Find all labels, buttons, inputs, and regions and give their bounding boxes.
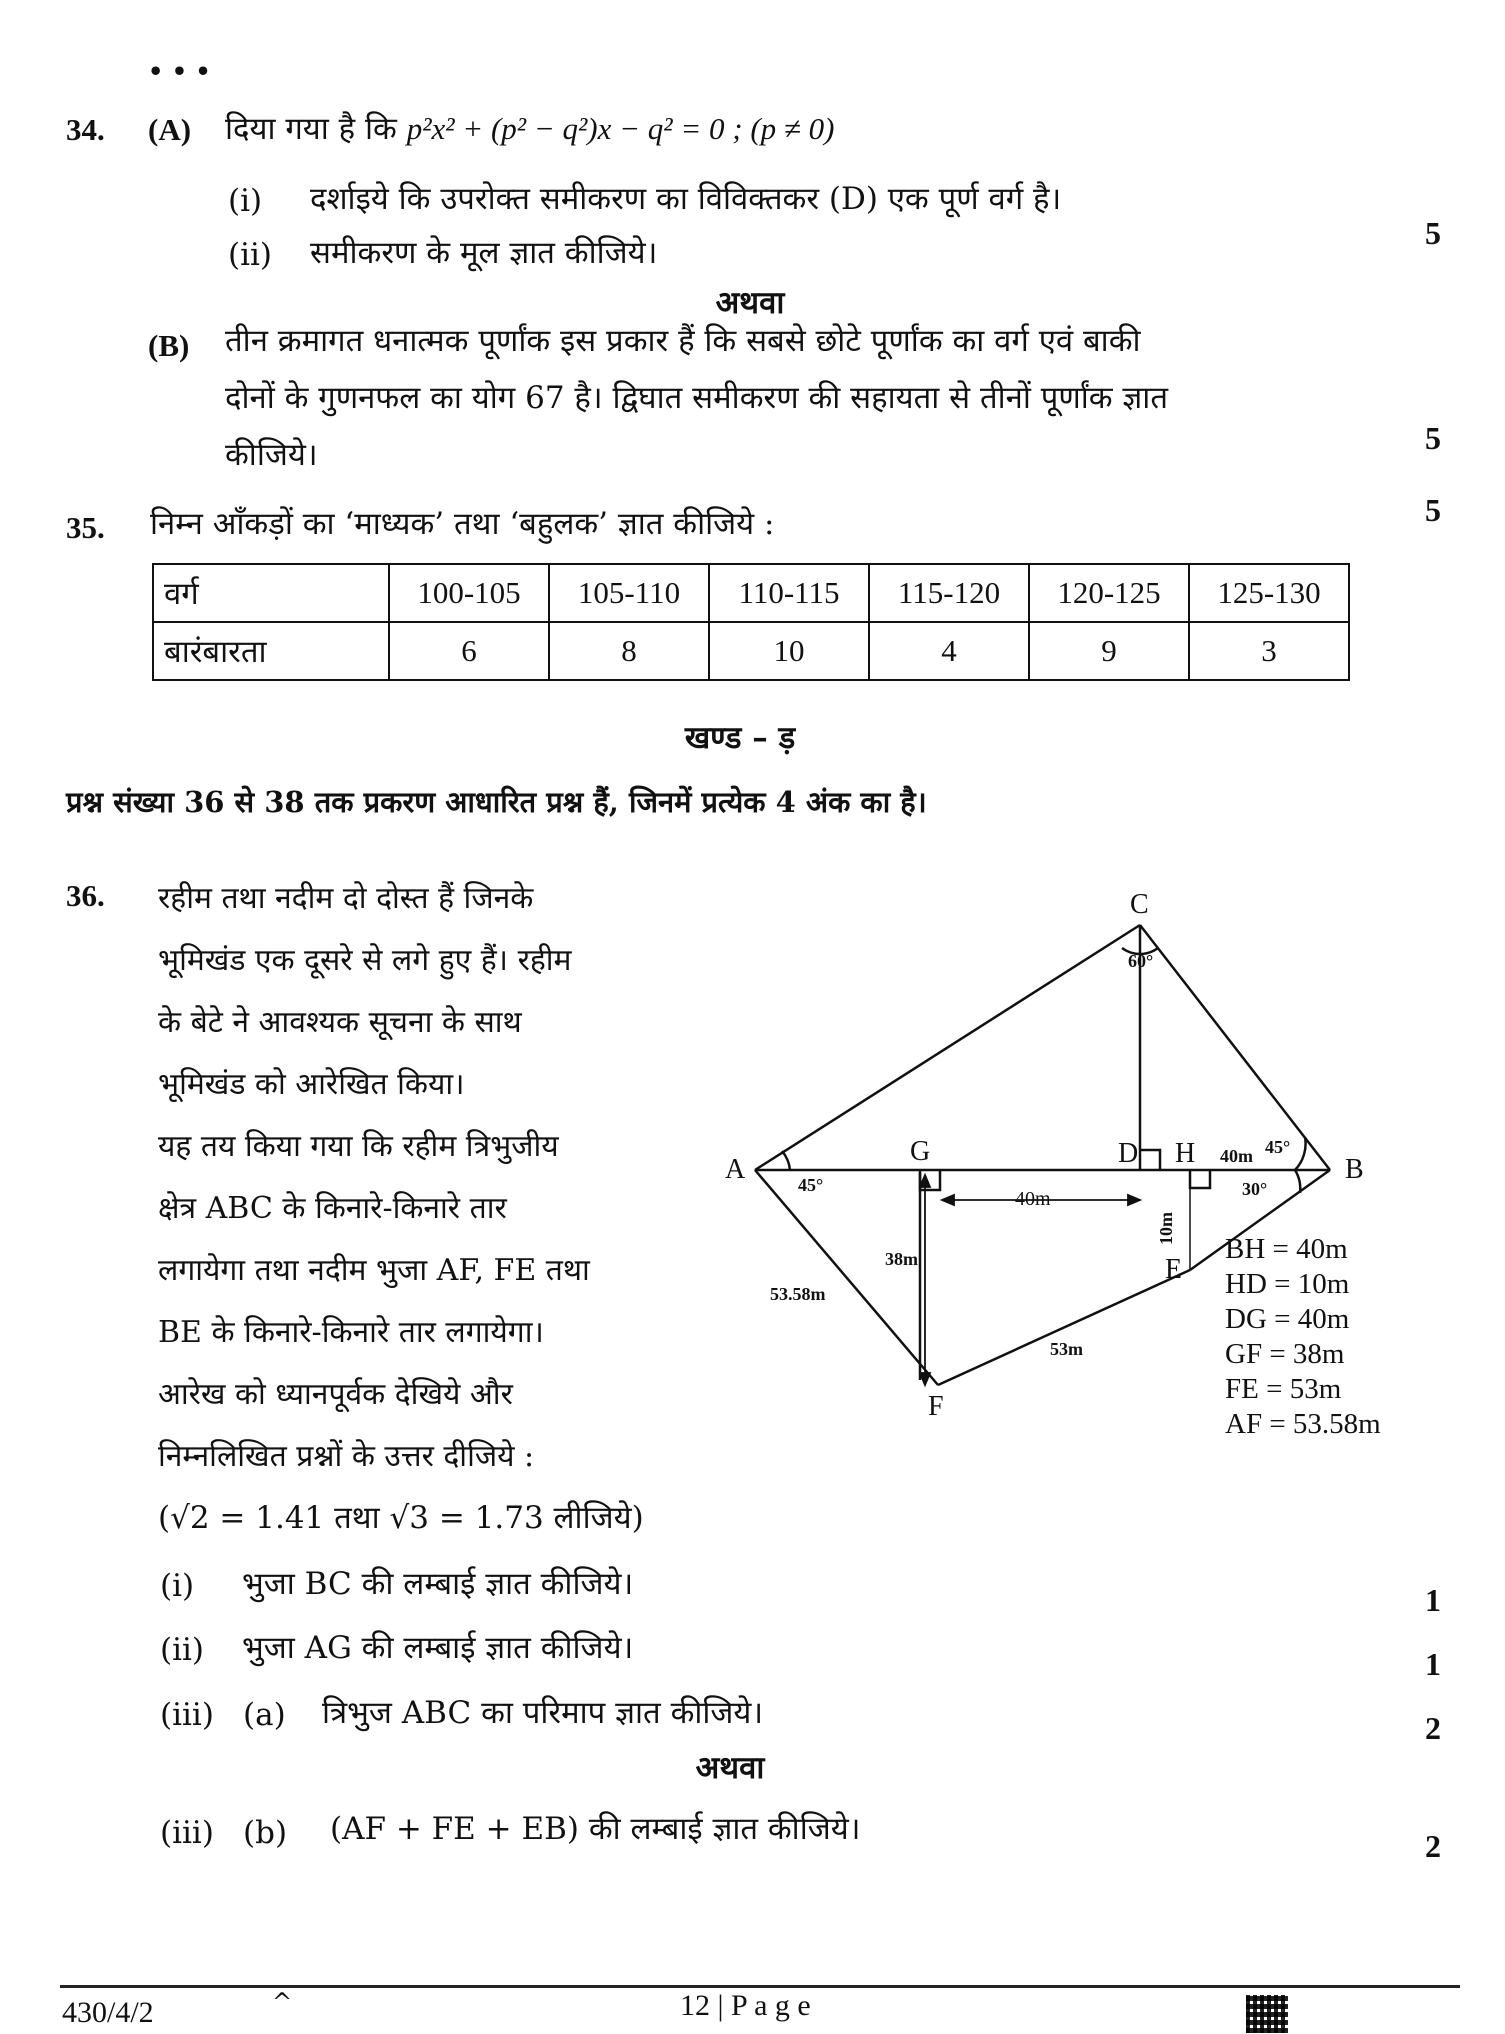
table-cell-class: 120-125: [1029, 564, 1189, 622]
q36-iii-b-label: (b): [243, 1815, 288, 1851]
measure-fe-label: 53m: [1050, 1339, 1083, 1359]
q34-equation: p²x² + (p² − q²)x − q² = 0 ; (p ≠ 0): [406, 111, 835, 146]
top-dots: • • •: [148, 57, 211, 86]
table-cell-class: 110-115: [709, 564, 869, 622]
table-cell-class: 125-130: [1189, 564, 1349, 622]
question-34-number: 34.: [66, 112, 105, 147]
q35-text: निम्न आँकड़ों का ‘माध्यक’ तथा ‘बहुलक’ ज्ञात कीजिये :: [150, 506, 775, 542]
measure-af-label: 53.58m: [770, 1284, 826, 1304]
q34-a-mark: 5: [1425, 215, 1441, 251]
q36-iii-b-mark: 2: [1425, 1828, 1441, 1864]
q34-part-b-line1: तीन क्रमागत धनात्मक पूर्णांक इस प्रकार हैं कि सबसे छोटे पूर्णांक का वर्ग एवं बाकी: [225, 323, 1141, 359]
table-cell-frequency: 3: [1189, 622, 1349, 680]
given-item: FE = 53m: [1225, 1373, 1342, 1405]
q34-part-b-label: (B): [148, 328, 190, 363]
table-cell-class: 115-120: [869, 564, 1029, 622]
frequency-table: [152, 563, 1350, 681]
q36-or: अथवा: [695, 1750, 765, 1786]
table-cell-frequency: 8: [549, 622, 709, 680]
measure-hb-label: 40m: [1220, 1146, 1253, 1166]
page-number: 12 | P a g e: [680, 1989, 811, 2022]
arrow-head: [920, 1175, 930, 1187]
q36-passage-line: रहीम तथा नदीम दो दोस्त हैं जिनके: [158, 881, 534, 916]
given-measurements: [1225, 1232, 1381, 1442]
q36-passage-line: यह तय किया गया कि रहीम त्रिभुजीय: [158, 1129, 559, 1164]
table-cell-frequency: 4: [869, 622, 1029, 680]
point-e-label: E: [1165, 1254, 1183, 1285]
q36-passage-line: क्षेत्र ABC के किनारे-किनारे तार: [158, 1191, 507, 1226]
side-ac: [755, 925, 1140, 1170]
right-angle-mark: [1190, 1170, 1210, 1188]
qr-code-icon: [1246, 1995, 1288, 2033]
table-cell-class: 100-105: [389, 564, 549, 622]
q36-ii-label: (ii): [160, 1632, 205, 1668]
table-header-class: वर्ग: [153, 564, 389, 622]
angle-c-label: 60°: [1128, 951, 1154, 971]
q34-part-a-text: [225, 110, 834, 148]
paper-code: 430/4/2: [62, 1996, 154, 2029]
q36-passage-line: भूमिखंड को आरेखित किया।: [158, 1067, 465, 1102]
right-angle-mark: [1140, 1150, 1160, 1170]
point-a-label: A: [725, 1154, 746, 1185]
point-d-label: D: [1118, 1138, 1139, 1169]
q36-iii-a-label: (a): [243, 1697, 286, 1733]
q36-hint: (√2 = 1.41 तथा √3 = 1.73 लीजिये): [158, 1500, 644, 1536]
table-row-frequencies: [153, 622, 1349, 680]
q36-ii-text: भुजा AG की लम्बाई ज्ञात कीजिये।: [242, 1630, 634, 1666]
given-item: HD = 10m: [1225, 1268, 1350, 1300]
q36-passage-line: निम्नलिखित प्रश्नों के उत्तर दीजिये :: [158, 1439, 535, 1474]
point-b-label: B: [1345, 1154, 1364, 1185]
point-g-label: G: [910, 1136, 931, 1167]
q36-iii-a-mark: 2: [1425, 1710, 1441, 1746]
angle-b-top-label: 45°: [1265, 1137, 1291, 1157]
q36-i-mark: 1: [1425, 1582, 1441, 1618]
section-instruction: प्रश्न संख्या 36 से 38 तक प्रकरण आधारित प्रश्न हैं, जिनमें प्रत्येक 4 अंक का है।: [66, 785, 927, 819]
table-cell-class: 105-110: [549, 564, 709, 622]
side-bc: [1140, 925, 1330, 1170]
point-f-label: F: [928, 1391, 944, 1422]
point-h-label: H: [1175, 1138, 1196, 1169]
q36-passage-line: लगायेगा तथा नदीम भुजा AF, FE तथा: [158, 1253, 590, 1288]
arrow-head: [1128, 1195, 1140, 1205]
angle-b-bottom-label: 30°: [1242, 1179, 1268, 1199]
side-af: [755, 1170, 938, 1385]
q36-passage-line: आरेख को ध्यानपूर्वक देखिये और: [158, 1377, 513, 1412]
q36-iii-label: (iii): [160, 1697, 214, 1733]
measure-gd-label: 40m: [1015, 1188, 1051, 1210]
table-header-frequency: बारंबारता: [153, 622, 389, 680]
table-cell-frequency: 6: [389, 622, 549, 680]
q36-iii-b-roman: (iii): [160, 1815, 214, 1851]
q34-part-b-line2: दोनों के गुणनफल का योग 67 है। द्विघात समीकरण की सहायता से तीनों पूर्णांक ज्ञात: [225, 380, 1169, 416]
angle-arc-b-bottom: [1295, 1170, 1300, 1193]
q34-ii-label: (ii): [228, 237, 273, 273]
table-cell-frequency: 9: [1029, 622, 1189, 680]
q36-passage-line: भूमिखंड एक दूसरे से लगे हुए हैं। रहीम: [158, 943, 572, 978]
given-item: AF = 53.58m: [1225, 1408, 1381, 1440]
measure-gf-label: 38m: [885, 1249, 918, 1269]
q34-part-a-label: (A): [148, 112, 192, 147]
q36-ii-mark: 1: [1425, 1646, 1441, 1682]
table-cell-frequency: 10: [709, 622, 869, 680]
measure-he-label: 10m: [1156, 1212, 1176, 1245]
q36-iii-a-text: त्रिभुज ABC का परिमाप ज्ञात कीजिये।: [322, 1695, 764, 1731]
table-row-classes: [153, 564, 1349, 622]
given-item: DG = 40m: [1225, 1303, 1350, 1335]
q34-given-text: दिया गया है कि: [225, 111, 397, 147]
side-fe: [938, 1270, 1190, 1385]
given-item: BH = 40m: [1225, 1233, 1348, 1265]
arrow-head: [920, 1373, 930, 1385]
q34-i-text: दर्शाइये कि उपरोक्त समीकरण का विविक्तकर (D) एक पूर्ण वर्ग है।: [310, 181, 1062, 217]
q34-i-label: (i): [228, 183, 263, 219]
q36-iii-b-text: (AF + FE + EB) की लम्बाई ज्ञात कीजिये।: [330, 1811, 861, 1847]
point-c-label: C: [1130, 889, 1149, 920]
q36-i-label: (i): [160, 1568, 195, 1604]
given-item: GF = 38m: [1225, 1338, 1345, 1370]
angle-arc-b-top: [1295, 1137, 1306, 1170]
section-title: खण्ड – ड़: [684, 720, 796, 756]
q36-passage: [158, 868, 590, 1488]
q34-part-b-line3: कीजिये।: [225, 437, 318, 473]
q36-i-text: भुजा BC की लम्बाई ज्ञात कीजिये।: [242, 1566, 634, 1602]
q34-b-mark: 5: [1425, 420, 1441, 456]
q35-mark: 5: [1425, 492, 1441, 528]
angle-a-label: 45°: [798, 1175, 824, 1195]
q36-passage-line: BE के किनारे-किनारे तार लगायेगा।: [158, 1315, 544, 1350]
q34-ii-text: समीकरण के मूल ज्ञात कीजिये।: [310, 235, 658, 271]
question-35-number: 35.: [66, 510, 105, 545]
arrow-head: [942, 1195, 954, 1205]
footer-caret: ^: [272, 1988, 293, 2016]
q34-or: अथवा: [715, 285, 785, 321]
q36-passage-line: के बेटे ने आवश्यक सूचना के साथ: [158, 1005, 522, 1040]
angle-arc-a: [782, 1151, 790, 1170]
question-36-number: 36.: [66, 878, 105, 913]
